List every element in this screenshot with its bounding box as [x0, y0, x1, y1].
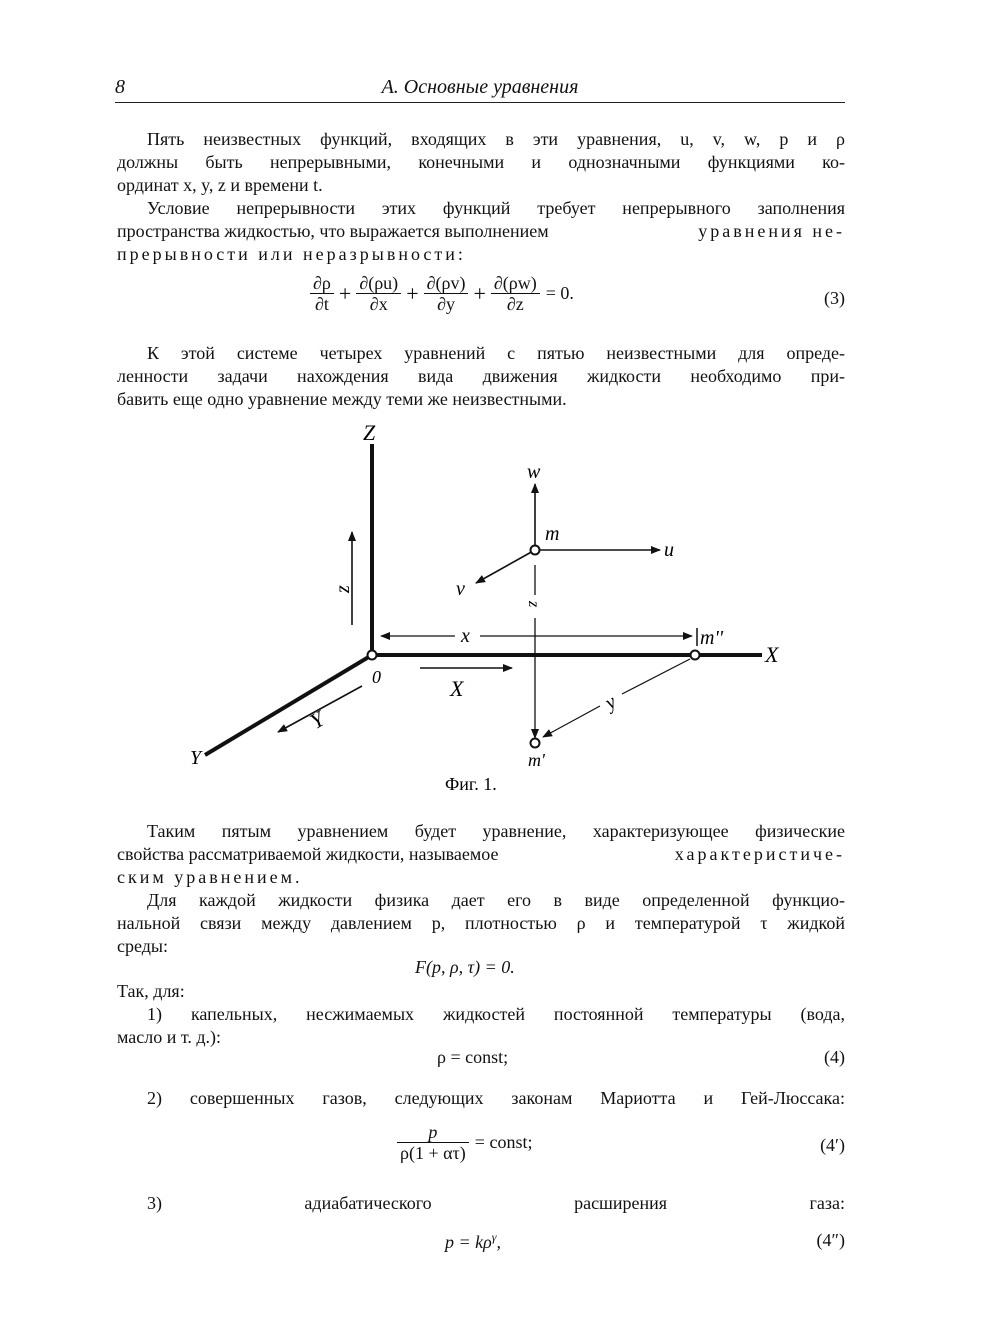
text-fragment: свойства рассматриваемой жидкости, называемое: [117, 844, 499, 864]
v-velocity-vector: [476, 550, 535, 583]
text-line: 2) совершенных газов, следующих законам Мариотта и Гей-Люссака:: [147, 1088, 845, 1108]
figure-caption: Фиг. 1.: [445, 774, 497, 794]
label-m-prime: m': [528, 750, 545, 770]
equation-rhs: = const;: [474, 1132, 533, 1152]
equation-4: ρ = const;: [437, 1047, 509, 1067]
point-m: [531, 546, 540, 555]
label-origin: 0: [372, 667, 381, 687]
y-dimension-line: [543, 706, 600, 737]
label-y-dim: y: [601, 690, 621, 715]
label-y-axis: Y: [190, 747, 202, 769]
text-line: 3) адиабатического расширения газа:: [147, 1193, 845, 1213]
text-line: К этой системе четырех уравнений с пятью неизвестными для опреде-: [147, 343, 845, 363]
plus-sign: +: [406, 280, 419, 306]
label-m-double-prime: m'': [700, 627, 723, 649]
fraction-denominator: ∂y: [437, 294, 455, 314]
fraction-numerator: ∂(ρw): [491, 273, 540, 294]
label-z-dim: z: [525, 601, 542, 608]
text-line: ленности задачи нахождения вида движения жидкости необходимо при-: [117, 366, 845, 386]
spaced-term: уравнения не-: [698, 221, 845, 241]
equation-number: (4″): [816, 1230, 845, 1250]
text-line: [117, 843, 845, 865]
y-axis-line: [205, 655, 372, 755]
fraction-denominator: ∂t: [314, 294, 329, 314]
fraction-numerator: ∂ρ: [310, 273, 334, 294]
fraction-numerator: ∂(ρu): [356, 273, 401, 294]
plus-sign: +: [473, 280, 486, 306]
chapter-title: А. Основные уравнения: [381, 76, 579, 98]
equation-main: p = kρ: [445, 1232, 492, 1252]
y-dimension-line: [622, 659, 690, 694]
label-z-axis: Z: [363, 420, 376, 445]
label-z-coord: z: [332, 585, 354, 593]
text-line: бавить еще одно уравнение между теми же неизвестными.: [117, 389, 567, 409]
fraction-numerator: ∂(ρv): [424, 273, 469, 294]
text-line: ординат x, y, z и времени t.: [117, 175, 323, 195]
text-line: масло и т. д.):: [117, 1027, 222, 1047]
fraction-denominator: ρ(1 + ατ): [400, 1143, 466, 1163]
page-number: 8: [115, 76, 125, 98]
text-line: должны быть непрерывными, конечными и однозначными функциями ко-: [117, 152, 845, 172]
fraction-numerator: p: [397, 1122, 469, 1143]
point-m-prime: [531, 739, 540, 748]
spaced-term: характеристиче-: [674, 844, 845, 864]
text-line: Так, для:: [117, 981, 185, 1001]
text-fragment: пространства жидкостью, что выражается выполнением: [117, 221, 549, 241]
plus-sign: +: [338, 280, 352, 306]
exponent: γ: [491, 1230, 497, 1244]
label-u: u: [664, 539, 674, 561]
equation-characteristic: F(p, ρ, τ) = 0.: [415, 957, 515, 977]
label-m: m: [545, 523, 560, 545]
point-m-double-prime: [691, 651, 700, 660]
text-line: 1) капельных, несжимаемых жидкостей постоянной температуры (вода,: [147, 1004, 845, 1024]
text-line: Пять неизвестных функций, входящих в эти уравнения, u, v, w, p и ρ: [147, 129, 845, 149]
label-y-arrow: Y: [305, 706, 329, 734]
equation-number: (4): [824, 1047, 845, 1067]
text-line: среды:: [117, 936, 168, 956]
text-line: Условие непрерывности этих функций требует непрерывного заполнения: [147, 198, 845, 218]
point-origin: [368, 651, 377, 660]
text-line: нальной связи между давлением p, плотностью ρ и температурой τ жидкой: [117, 913, 845, 933]
fraction-denominator: ∂z: [506, 294, 524, 314]
equation-4-prime: [395, 1122, 532, 1163]
spaced-term: прерывности или неразрывности:: [117, 244, 466, 264]
equation-rhs: = 0.: [545, 283, 574, 303]
label-w: w: [527, 461, 541, 483]
text-line: Для каждой жидкости физика дает его в виде определенной функцио-: [147, 890, 845, 910]
text-line: Таким пятым уравнением будет уравнение, характеризующее физические: [147, 821, 845, 841]
equation-number: (3): [824, 288, 845, 308]
equation-tail: ,: [496, 1232, 502, 1252]
label-x-axis: X: [765, 642, 779, 667]
label-v: v: [456, 578, 465, 600]
equation-4-double-prime: [445, 1230, 501, 1253]
equation-number: (4′): [820, 1135, 845, 1155]
label-x-arrow: X: [450, 676, 464, 701]
fraction: [397, 1122, 469, 1163]
fraction-denominator: ∂x: [369, 294, 388, 314]
spaced-term: ским уравнением.: [117, 867, 303, 887]
label-x-dim: x: [461, 625, 470, 647]
